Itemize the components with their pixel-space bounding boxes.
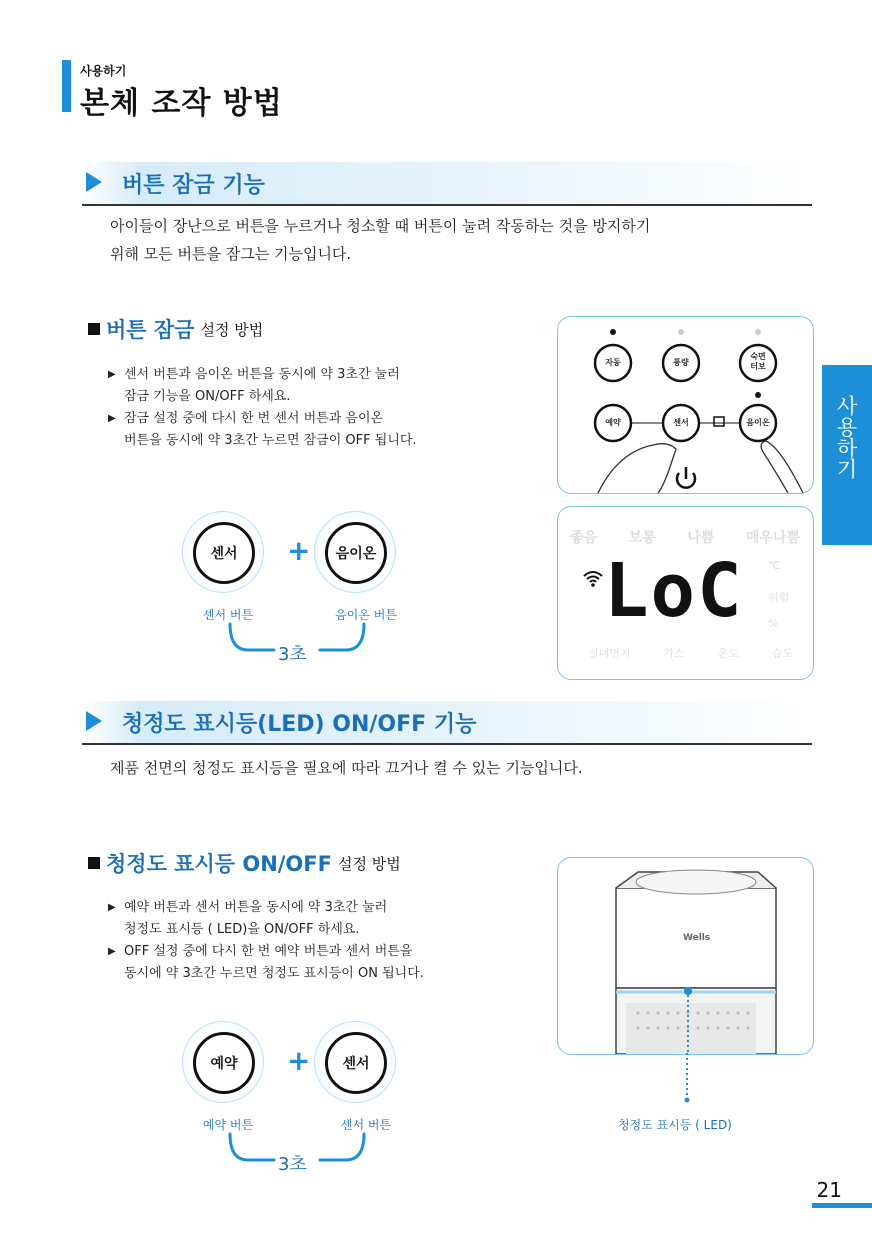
- triangle-icon: [86, 711, 102, 731]
- panel-button-anion: 음이온: [746, 418, 770, 427]
- bullet-item: [108, 364, 488, 408]
- level-good: 좋음: [570, 530, 598, 546]
- title-accent-bar: [62, 60, 71, 112]
- sub-heading-rest: 설정 방법: [337, 854, 401, 873]
- section1-description: [110, 212, 650, 268]
- bullet-line: ▶ 센서 버튼과 음이온 버튼을 동시에 약 3초간 눌러: [124, 367, 400, 382]
- page-number: 21: [816, 1178, 842, 1202]
- sensor-labels: [588, 645, 793, 661]
- label-temperature: 온도: [717, 647, 739, 660]
- bullet-line: ▶ 예약 버튼과 센서 버튼을 동시에 약 3초간 눌러: [124, 900, 388, 915]
- led-caption: 청정도 표시등 ( LED): [618, 1118, 732, 1132]
- label-humidity: 습도: [771, 647, 793, 660]
- panel-button-turbo: 숙면 터보: [750, 352, 766, 371]
- level-bad: 나쁨: [687, 530, 715, 546]
- label-indoor-dust: 실내먼지: [588, 647, 631, 660]
- page-title: 본체 조작 방법: [80, 86, 283, 121]
- page-number-underline: [812, 1203, 872, 1208]
- lock-readout: LoC: [604, 548, 744, 634]
- device-brand-label: Wells: [683, 933, 711, 943]
- plus-icon: +: [287, 534, 311, 567]
- anion-button-label: 음이온: [325, 522, 387, 584]
- unit-danger: 위험: [768, 591, 790, 604]
- square-bullet-icon: [88, 323, 100, 335]
- sub-heading-highlight: 버튼 잠금: [106, 318, 195, 342]
- bullet-line: ▶ 잠금 설정 중에 다시 한 번 센서 버튼과 음이온: [124, 411, 384, 426]
- display-panel-illustration: [557, 506, 814, 680]
- square-bullet-icon: [88, 857, 100, 869]
- control-panel-art: [558, 317, 813, 493]
- level-very-bad: 매우나쁨: [745, 530, 800, 546]
- caption-anion-button: 음이온 버튼: [335, 608, 397, 622]
- duration-label: 3초: [278, 1154, 307, 1175]
- bullet-line: 잠금 기능을 ON/OFF 하세요.: [124, 389, 291, 404]
- sub-heading-highlight: 청정도 표시등 ON/OFF: [106, 852, 332, 876]
- panel-button-reserve: 예약: [605, 418, 621, 427]
- anion-button-illustration: [314, 511, 396, 593]
- unit-percent: %: [768, 617, 779, 630]
- pre-title: 사용하기: [80, 64, 127, 78]
- side-tab-label: 사용하기: [834, 395, 858, 479]
- triangle-icon: [86, 172, 102, 192]
- bullet-line: ▶ OFF 설정 중에 다시 한 번 예약 버튼과 센서 버튼을: [124, 944, 413, 959]
- sensor-button-illustration: [314, 1021, 396, 1103]
- unit-celsius: ℃: [768, 559, 781, 572]
- bullet-item: [108, 941, 488, 985]
- section-heading-led: [82, 701, 812, 745]
- plus-icon: +: [287, 1044, 311, 1077]
- control-panel-illustration: [557, 316, 814, 494]
- section-heading-text: 청정도 표시등(LED) ON/OFF 기능: [122, 712, 477, 737]
- device-illustration: [557, 857, 814, 1055]
- bullet-line: 버튼을 동시에 약 3초간 누르면 잠금이 OFF 됩니다.: [124, 433, 417, 448]
- sub-heading-button-lock: [88, 314, 263, 344]
- side-tab: [822, 365, 872, 545]
- sensor-button-illustration: [182, 511, 264, 593]
- section2-description: 제품 전면의 청정도 표시등을 필요에 따라 끄거나 켤 수 있는 기능입니다.: [110, 759, 583, 777]
- caption-sensor-button: 센서 버튼: [340, 1118, 392, 1132]
- duration-label: 3초: [278, 644, 307, 665]
- section2-bullets: [108, 897, 488, 985]
- reserve-button-label: 예약: [193, 1032, 255, 1094]
- caption-reserve-button: 예약 버튼: [202, 1118, 254, 1132]
- section-heading-text: 버튼 잠금 기능: [122, 173, 265, 198]
- panel-button-auto: 자동: [605, 358, 621, 367]
- air-quality-levels: [570, 527, 800, 547]
- section-heading-button-lock: [82, 162, 812, 206]
- bullet-line: 청정도 표시등 ( LED)을 ON/OFF 하세요.: [124, 922, 360, 937]
- air-purifier-art: [558, 858, 813, 1054]
- wifi-icon: [582, 569, 604, 587]
- bullet-item: [108, 408, 488, 452]
- section1-bullets: [108, 364, 488, 452]
- description-line: 위해 모든 버튼을 잠그는 기능입니다.: [110, 245, 352, 263]
- led-pointer-line: [683, 1053, 691, 1103]
- level-normal: 보통: [628, 530, 656, 546]
- caption-sensor-button: 센서 버튼: [202, 608, 254, 622]
- sensor-button-label: 센서: [193, 522, 255, 584]
- reserve-button-illustration: [182, 1021, 264, 1103]
- bullet-line: 동시에 약 3초간 누르면 청정도 표시등이 ON 됩니다.: [124, 966, 424, 981]
- panel-button-sensor: 센서: [673, 418, 689, 427]
- panel-button-airflow: 풍량: [673, 358, 689, 367]
- sub-heading-rest: 설정 방법: [200, 320, 264, 339]
- sensor-button-label: 센서: [325, 1032, 387, 1094]
- label-gas: 가스: [663, 647, 685, 660]
- description-line: 아이들이 장난으로 버튼을 누르거나 청소할 때 버튼이 눌려 작동하는 것을 방지하기: [110, 217, 651, 235]
- bullet-item: [108, 897, 488, 941]
- sub-heading-led: [88, 848, 401, 878]
